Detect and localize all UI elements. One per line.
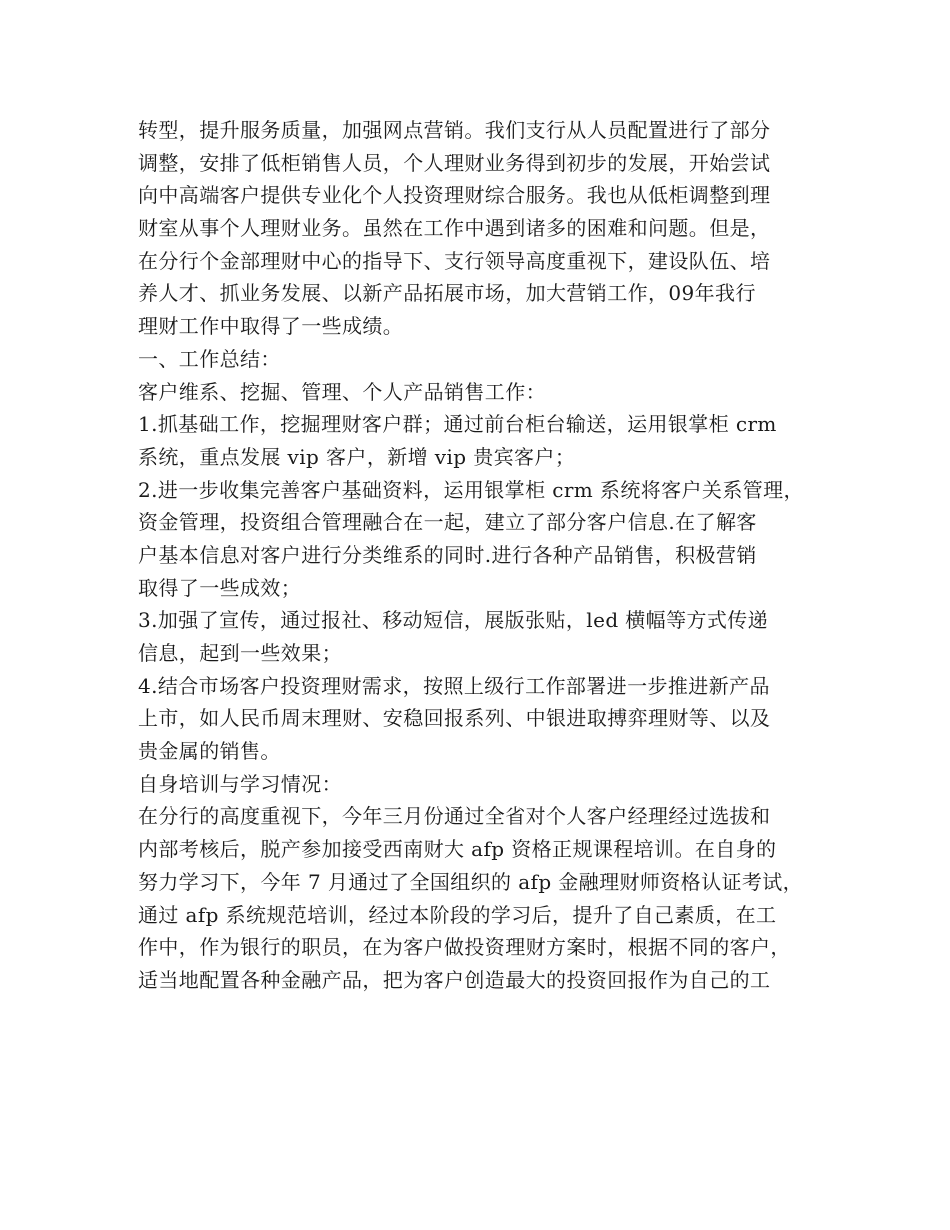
section-heading: 一、工作总结：: [138, 346, 281, 371]
text-line: 努力学习下，今年 7 月通过了全国组织的 afp 金融理财师资格认证考试，: [138, 869, 804, 894]
text-line: 系统，重点发展 vip 客户，新增 vip 贵宾客户；: [138, 444, 576, 469]
document-body: [138, 114, 818, 997]
text-line: 调整，安排了低柜销售人员，个人理财业务得到初步的发展，开始尝试: [138, 150, 771, 175]
text-line: 通过 afp 系统规范培训，经过本阶段的学习后，提升了自己素质，在工: [138, 902, 777, 927]
list-item: 1.抓基础工作，挖掘理财客户群；通过前台柜台输送，运用银掌柜 crm: [138, 412, 777, 437]
text-line: 资金管理，投资组合管理融合在一起，建立了部分客户信息.在了解客: [138, 510, 757, 535]
text-line: 财室从事个人理财业务。虽然在工作中遇到诸多的困难和问题。但是，: [138, 216, 771, 241]
text-line: 养人才、抓业务发展、以新产品拓展市场，加大营销工作，09年我行: [138, 281, 756, 306]
list-item: 4.结合市场客户投资理财需求，按照上级行工作部署进一步推进新产品: [138, 673, 770, 698]
text-line: 信息，起到一些效果；: [138, 641, 342, 665]
text-line: 在分行个金部理财中心的指导下、支行领导高度重视下，建设队伍、培: [138, 248, 771, 273]
text-line: 取得了一些成效；: [138, 575, 302, 600]
subsection-heading: 客户维系、挖掘、管理、个人产品销售工作：: [138, 379, 546, 404]
text-line: 理财工作中取得了一些成绩。: [138, 314, 404, 339]
text-line: 向中高端客户提供专业化个人投资理财综合服务。我也从低柜调整到理: [138, 183, 771, 208]
text-line: 在分行的高度重视下，今年三月份通过全省对个人客户经理经过选拔和: [138, 804, 771, 829]
text-line: 贵金属的销售。: [138, 739, 281, 764]
list-item: 2.进一步收集完善客户基础资料，运用银掌柜 crm 系统将客户关系管理，: [138, 477, 804, 502]
text-line: 上市，如人民币周末理财、安稳回报系列、中银进取搏弈理财等、以及: [138, 706, 771, 731]
subsection-heading: 自身培训与学习情况：: [138, 771, 342, 796]
text-line: 适当地配置各种金融产品，把为客户创造最大的投资回报作为自己的工: [138, 967, 771, 992]
text-line: 内部考核后，脱产参加接受西南财大 afp 资格正规课程培训。在自身的: [138, 837, 777, 862]
text-line: 作中，作为银行的职员，在为客户做投资理财方案时，根据不同的客户，: [138, 935, 791, 960]
list-item: 3.加强了宣传，通过报社、移动短信，展版张贴，led 横幅等方式传递: [138, 608, 769, 633]
text-line: 户基本信息对客户进行分类维系的同时.进行各种产品销售，积极营销: [138, 542, 757, 567]
text-line: 转型，提升服务质量，加强网点营销。我们支行从人员配置进行了部分: [138, 118, 771, 142]
